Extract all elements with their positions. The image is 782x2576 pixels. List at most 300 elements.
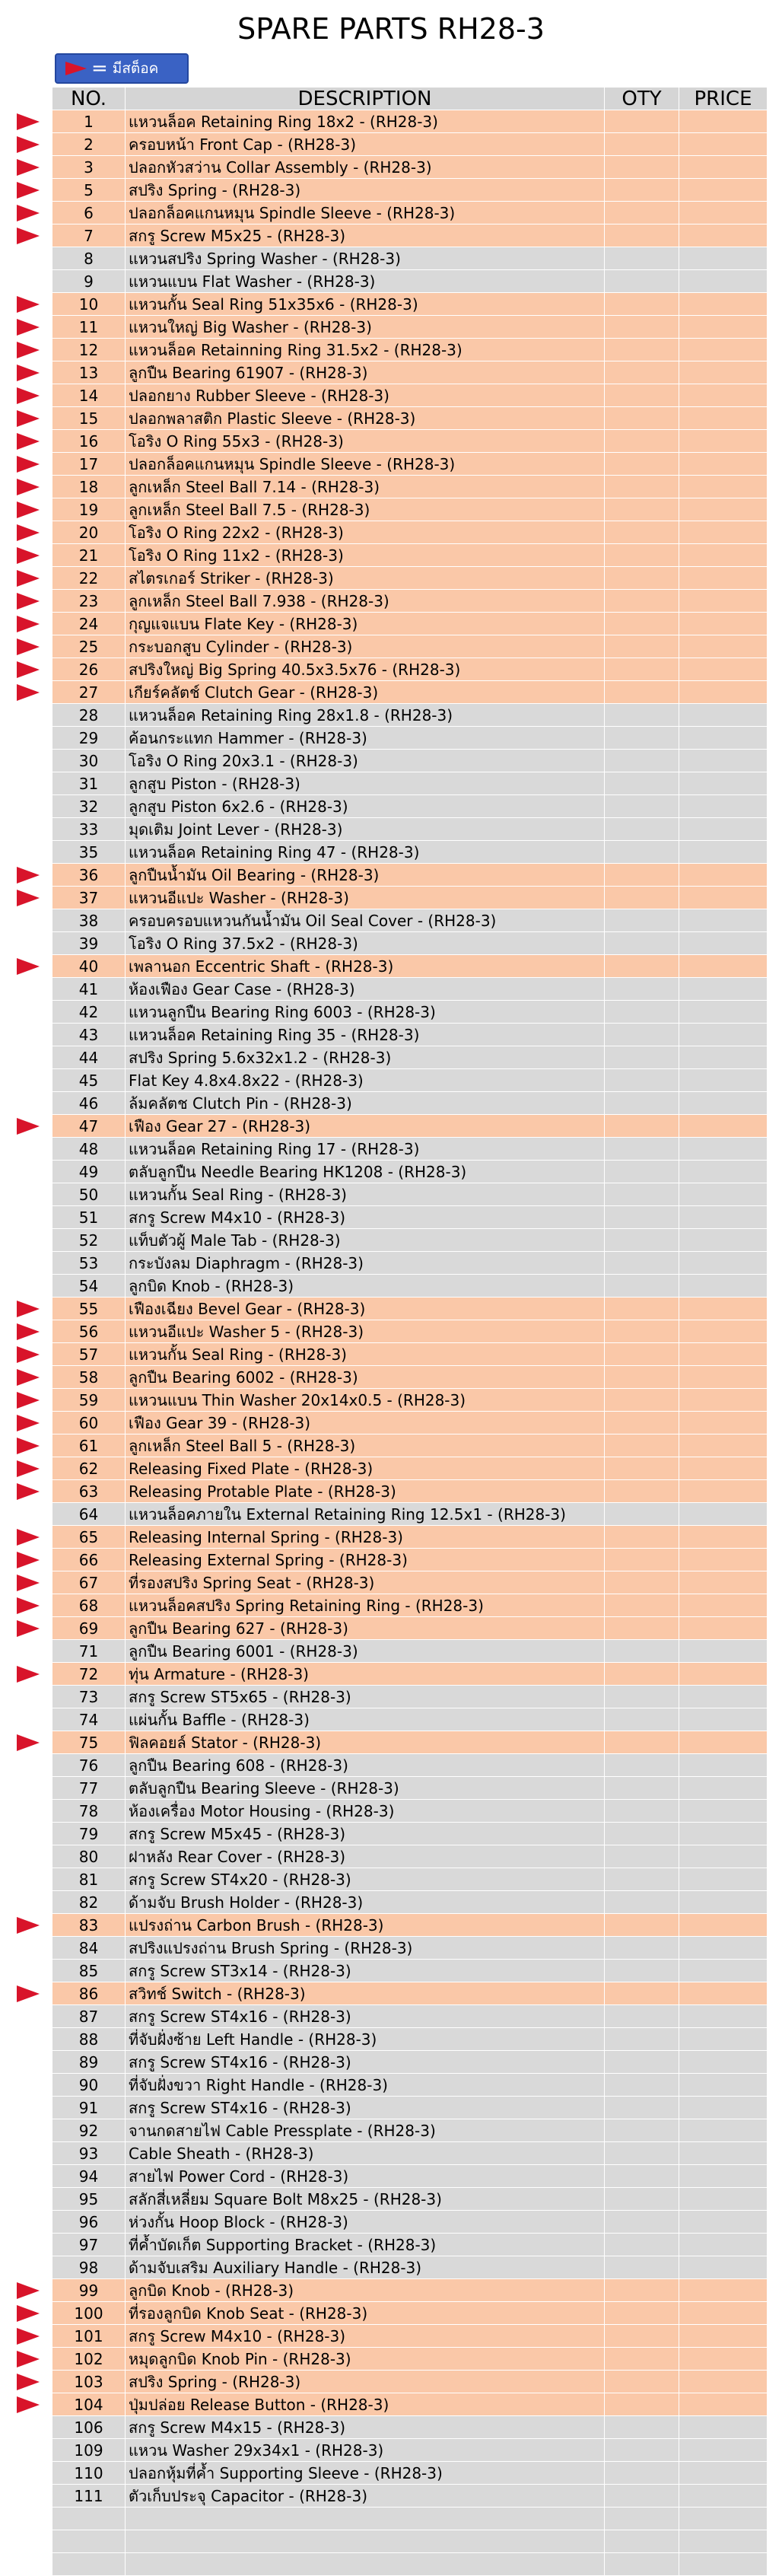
- part-qty: [605, 110, 679, 133]
- part-qty: [605, 2393, 679, 2416]
- part-number: 60: [52, 1412, 126, 1434]
- part-price: [679, 1686, 768, 1708]
- part-qty: [605, 1024, 679, 1046]
- part-description: Releasing Protable Plate - (RH28-3): [126, 1480, 605, 1503]
- part-qty: [605, 2051, 679, 2074]
- part-description: ตลับลูกปืน Needle Bearing HK1208 - (RH28-3): [126, 1161, 605, 1183]
- part-price: [679, 2393, 768, 2416]
- part-qty: [605, 339, 679, 361]
- part-price: [679, 1845, 768, 1868]
- part-number: 86: [52, 1982, 126, 2005]
- table-row: [52, 1206, 768, 1229]
- table-row: [52, 247, 768, 270]
- header-description: DESCRIPTION: [126, 88, 605, 110]
- part-qty: [605, 1320, 679, 1343]
- part-number: 79: [52, 1823, 126, 1845]
- part-price: [679, 1115, 768, 1138]
- part-description: Releasing Fixed Plate - (RH28-3): [126, 1457, 605, 1480]
- part-price: [679, 247, 768, 270]
- part-description: ปลอกล็อคแกนหมุน Spindle Sleeve - (RH28-3): [126, 202, 605, 224]
- table-row: [52, 407, 768, 430]
- part-description: สกรู Screw M4x15 - (RH28-3): [126, 2416, 605, 2439]
- part-description: ลูกปืน Bearing 61907 - (RH28-3): [126, 361, 605, 384]
- table-row: [52, 1503, 768, 1526]
- empty-cell: [679, 2530, 768, 2553]
- in-stock-flag-icon: [17, 1666, 40, 1683]
- empty-cell: [126, 2530, 605, 2553]
- part-price: [679, 681, 768, 704]
- part-description: แหวนลูกปืน Bearing Ring 6003 - (RH28-3): [126, 1001, 605, 1024]
- part-price: [679, 1594, 768, 1617]
- part-qty: [605, 1183, 679, 1206]
- table-row: [52, 2097, 768, 2119]
- part-number: 8: [52, 247, 126, 270]
- part-number: 35: [52, 841, 126, 864]
- part-qty: [605, 1069, 679, 1092]
- table-row: [52, 224, 768, 247]
- part-description: ครอบครอบแหวนกันน้ำมัน Oil Seal Cover - (RH28-3): [126, 909, 605, 932]
- in-stock-flag-icon: [17, 890, 40, 906]
- part-number: 26: [52, 658, 126, 681]
- part-number: 38: [52, 909, 126, 932]
- table-row: [52, 2051, 768, 2074]
- part-price: [679, 955, 768, 978]
- part-number: 29: [52, 727, 126, 750]
- part-number: 18: [52, 476, 126, 498]
- table-row: [52, 1549, 768, 1571]
- part-price: [679, 1960, 768, 1982]
- part-price: [679, 1480, 768, 1503]
- in-stock-flag-icon: [17, 1323, 40, 1340]
- part-description: โอริง O Ring 11x2 - (RH28-3): [126, 544, 605, 567]
- part-number: 15: [52, 407, 126, 430]
- part-qty: [605, 361, 679, 384]
- in-stock-flag-icon: [17, 1438, 40, 1454]
- in-stock-flag-icon: [17, 113, 40, 130]
- part-price: [679, 1549, 768, 1571]
- empty-row: [52, 2553, 768, 2576]
- part-price: [679, 1982, 768, 2005]
- in-stock-flag-icon: [17, 319, 40, 336]
- part-number: 90: [52, 2074, 126, 2097]
- part-qty: [605, 613, 679, 635]
- part-price: [679, 2142, 768, 2165]
- table-row: [52, 1914, 768, 1937]
- part-qty: [605, 544, 679, 567]
- empty-cell: [605, 2530, 679, 2553]
- table-row: [52, 1800, 768, 1823]
- table-row: [52, 772, 768, 795]
- part-price: [679, 1434, 768, 1457]
- part-price: [679, 1754, 768, 1777]
- table-row: [52, 681, 768, 704]
- part-number: 28: [52, 704, 126, 727]
- part-number: 71: [52, 1640, 126, 1663]
- part-price: [679, 864, 768, 887]
- part-qty: [605, 864, 679, 887]
- part-qty: [605, 1412, 679, 1434]
- part-qty: [605, 1982, 679, 2005]
- part-qty: [605, 1777, 679, 1800]
- part-description: ที่รองลูกบิด Knob Seat - (RH28-3): [126, 2302, 605, 2325]
- part-number: 76: [52, 1754, 126, 1777]
- part-description: แหวนกั้น Seal Ring 51x35x6 - (RH28-3): [126, 293, 605, 316]
- header-qty: OTY: [605, 88, 679, 110]
- part-qty: [605, 1161, 679, 1183]
- header-no: NO.: [52, 88, 126, 110]
- table-row: [52, 818, 768, 841]
- part-qty: [605, 590, 679, 613]
- part-description: แหวน Washer 29x34x1 - (RH28-3): [126, 2439, 605, 2462]
- table-row: [52, 1389, 768, 1412]
- part-qty: [605, 2302, 679, 2325]
- part-price: [679, 887, 768, 909]
- part-description: สกรู Screw M5x45 - (RH28-3): [126, 1823, 605, 1845]
- table-row: [52, 498, 768, 521]
- table-row: [52, 1571, 768, 1594]
- part-qty: [605, 704, 679, 727]
- legend-equals: =: [91, 57, 108, 80]
- part-number: 73: [52, 1686, 126, 1708]
- part-number: 9: [52, 270, 126, 293]
- part-number: 96: [52, 2211, 126, 2234]
- part-number: 37: [52, 887, 126, 909]
- in-stock-flag-icon: [17, 387, 40, 404]
- part-number: 36: [52, 864, 126, 887]
- part-price: [679, 1389, 768, 1412]
- part-price: [679, 1183, 768, 1206]
- part-qty: [605, 727, 679, 750]
- part-price: [679, 635, 768, 658]
- table-row: [52, 1001, 768, 1024]
- in-stock-flag-icon: [17, 2305, 40, 2322]
- table-row: [52, 110, 768, 133]
- part-description: ที่จับฝั่งซ้าย Left Handle - (RH28-3): [126, 2028, 605, 2051]
- part-qty: [605, 1914, 679, 1937]
- part-description: แหวนสปริง Spring Washer - (RH28-3): [126, 247, 605, 270]
- part-description: ปุ่มปล่อย Release Button - (RH28-3): [126, 2393, 605, 2416]
- part-description: แท็บตัวผู้ Male Tab - (RH28-3): [126, 1229, 605, 1252]
- part-number: 25: [52, 635, 126, 658]
- part-number: 68: [52, 1594, 126, 1617]
- part-number: 64: [52, 1503, 126, 1526]
- table-row: [52, 2005, 768, 2028]
- empty-row: [52, 2508, 768, 2530]
- table-row: [52, 2302, 768, 2325]
- in-stock-flag-icon: [17, 2351, 40, 2367]
- part-price: [679, 2165, 768, 2188]
- part-number: 72: [52, 1663, 126, 1686]
- part-price: [679, 1526, 768, 1549]
- part-description: ปลอกหุ้มที่ค้ำ Supporting Sleeve - (RH28-3): [126, 2462, 605, 2485]
- part-qty: [605, 2279, 679, 2302]
- part-number: 6: [52, 202, 126, 224]
- part-price: [679, 750, 768, 772]
- part-price: [679, 1229, 768, 1252]
- part-price: [679, 179, 768, 202]
- table-row: [52, 1594, 768, 1617]
- table-row: [52, 1686, 768, 1708]
- in-stock-flag-icon: [17, 958, 40, 975]
- part-price: [679, 2097, 768, 2119]
- part-number: 56: [52, 1320, 126, 1343]
- part-price: [679, 224, 768, 247]
- in-stock-flag-icon: [17, 524, 40, 541]
- part-qty: [605, 1845, 679, 1868]
- part-price: [679, 590, 768, 613]
- part-number: 14: [52, 384, 126, 407]
- part-qty: [605, 1252, 679, 1275]
- part-qty: [605, 1571, 679, 1594]
- part-description: แหวนกั้น Seal Ring - (RH28-3): [126, 1343, 605, 1366]
- table-row: [52, 887, 768, 909]
- part-number: 1: [52, 110, 126, 133]
- part-number: 55: [52, 1298, 126, 1320]
- part-qty: [605, 270, 679, 293]
- part-number: 43: [52, 1024, 126, 1046]
- part-price: [679, 430, 768, 453]
- part-description: สกรู Screw ST4x16 - (RH28-3): [126, 2051, 605, 2074]
- part-qty: [605, 2256, 679, 2279]
- part-qty: [605, 1731, 679, 1754]
- part-price: [679, 1412, 768, 1434]
- part-price: [679, 1001, 768, 1024]
- part-price: [679, 2028, 768, 2051]
- part-price: [679, 498, 768, 521]
- table-row: [52, 2074, 768, 2097]
- part-description: ตัวเก็บประจุ Capacitor - (RH28-3): [126, 2485, 605, 2508]
- part-qty: [605, 1046, 679, 1069]
- part-price: [679, 1366, 768, 1389]
- part-price: [679, 1024, 768, 1046]
- table-row: [52, 2234, 768, 2256]
- part-description: ลูกปืน Bearing 608 - (RH28-3): [126, 1754, 605, 1777]
- part-description: แหวนล็อค Retaining Ring 28x1.8 - (RH28-3): [126, 704, 605, 727]
- part-qty: [605, 384, 679, 407]
- part-qty: [605, 635, 679, 658]
- part-description: สลักสี่เหลี่ยม Square Bolt M8x25 - (RH28-3): [126, 2188, 605, 2211]
- in-stock-flag-icon: [17, 570, 40, 587]
- part-description: แหวนอีแปะ Washer 5 - (RH28-3): [126, 1320, 605, 1343]
- part-price: [679, 613, 768, 635]
- part-number: 104: [52, 2393, 126, 2416]
- part-price: [679, 521, 768, 544]
- part-description: แหวนอีแปะ Washer - (RH28-3): [126, 887, 605, 909]
- table-row: [52, 1343, 768, 1366]
- table-row: [52, 2348, 768, 2371]
- part-number: 106: [52, 2416, 126, 2439]
- table-row: [52, 293, 768, 316]
- empty-cell: [679, 2553, 768, 2576]
- in-stock-flag-icon: [17, 1597, 40, 1614]
- part-number: 103: [52, 2371, 126, 2393]
- in-stock-flag-icon: [17, 1483, 40, 1500]
- part-price: [679, 1731, 768, 1754]
- part-description: สกรู Screw M4x10 - (RH28-3): [126, 1206, 605, 1229]
- table-row: [52, 978, 768, 1001]
- in-stock-flag-icon: [17, 1552, 40, 1568]
- table-row: [52, 1183, 768, 1206]
- table-row: [52, 1298, 768, 1320]
- part-description: ลูกปืน Bearing 627 - (RH28-3): [126, 1617, 605, 1640]
- table-row: [52, 1754, 768, 1777]
- part-price: [679, 1914, 768, 1937]
- part-qty: [605, 567, 679, 590]
- part-price: [679, 1320, 768, 1343]
- part-number: 16: [52, 430, 126, 453]
- table-row: [52, 2188, 768, 2211]
- part-price: [679, 1823, 768, 1845]
- in-stock-flag-icon: [17, 547, 40, 564]
- table-row: [52, 795, 768, 818]
- table-row: [52, 864, 768, 887]
- part-number: 27: [52, 681, 126, 704]
- part-number: 61: [52, 1434, 126, 1457]
- part-qty: [605, 1275, 679, 1298]
- part-qty: [605, 1343, 679, 1366]
- table-row: [52, 1663, 768, 1686]
- part-description: Releasing External Spring - (RH28-3): [126, 1549, 605, 1571]
- part-description: สกรู Screw M5x25 - (RH28-3): [126, 224, 605, 247]
- part-description: Releasing Internal Spring - (RH28-3): [126, 1526, 605, 1549]
- in-stock-flag-icon: [17, 1415, 40, 1431]
- table-row: [52, 1092, 768, 1115]
- part-qty: [605, 1298, 679, 1320]
- in-stock-flag-icon: [17, 1346, 40, 1363]
- part-price: [679, 1092, 768, 1115]
- part-number: 53: [52, 1252, 126, 1275]
- part-description: ด้ามจับเสริม Auxiliary Handle - (RH28-3): [126, 2256, 605, 2279]
- part-qty: [605, 932, 679, 955]
- table-row: [52, 270, 768, 293]
- part-price: [679, 110, 768, 133]
- table-row: [52, 453, 768, 476]
- table-row: [52, 1252, 768, 1275]
- in-stock-flag-icon: [17, 136, 40, 153]
- in-stock-flag-icon: [17, 228, 40, 244]
- table-row: [52, 384, 768, 407]
- table-row: [52, 1457, 768, 1480]
- part-description: ลูกบิด Knob - (RH28-3): [126, 1275, 605, 1298]
- part-description: ลูกปืนน้ำมัน Oil Bearing - (RH28-3): [126, 864, 605, 887]
- part-description: โอริง O Ring 37.5x2 - (RH28-3): [126, 932, 605, 955]
- table-row: [52, 567, 768, 590]
- in-stock-flag-icon: [17, 2396, 40, 2413]
- table-row: [52, 658, 768, 681]
- part-price: [679, 567, 768, 590]
- table-row: [52, 1937, 768, 1960]
- table-row: [52, 1046, 768, 1069]
- table-row: [52, 1161, 768, 1183]
- part-qty: [605, 453, 679, 476]
- part-qty: [605, 1389, 679, 1412]
- part-description: ลูกปืน Bearing 6002 - (RH28-3): [126, 1366, 605, 1389]
- part-qty: [605, 1503, 679, 1526]
- in-stock-flag-icon: [17, 1460, 40, 1477]
- part-price: [679, 156, 768, 179]
- part-description: สายไฟ Power Cord - (RH28-3): [126, 2165, 605, 2188]
- part-number: 89: [52, 2051, 126, 2074]
- part-number: 5: [52, 179, 126, 202]
- table-row: [52, 1275, 768, 1298]
- part-description: แหวนล็อค Retaining Ring 47 - (RH28-3): [126, 841, 605, 864]
- table-row: [52, 1115, 768, 1138]
- part-number: 63: [52, 1480, 126, 1503]
- part-price: [679, 704, 768, 727]
- empty-cell: [52, 2553, 126, 2576]
- in-stock-flag-icon: [17, 159, 40, 176]
- part-number: 13: [52, 361, 126, 384]
- part-qty: [605, 1206, 679, 1229]
- part-qty: [605, 1229, 679, 1252]
- part-description: ลูกเหล็ก Steel Ball 5 - (RH28-3): [126, 1434, 605, 1457]
- part-number: 93: [52, 2142, 126, 2165]
- part-price: [679, 453, 768, 476]
- part-qty: [605, 179, 679, 202]
- part-number: 98: [52, 2256, 126, 2279]
- table-row: [52, 727, 768, 750]
- table-row: [52, 1617, 768, 1640]
- part-qty: [605, 2028, 679, 2051]
- part-price: [679, 293, 768, 316]
- part-price: [679, 1138, 768, 1161]
- part-qty: [605, 1868, 679, 1891]
- part-description: สปริง Spring 5.6x32x1.2 - (RH28-3): [126, 1046, 605, 1069]
- part-price: [679, 1663, 768, 1686]
- part-qty: [605, 658, 679, 681]
- part-description: ทุ่น Armature - (RH28-3): [126, 1663, 605, 1686]
- part-number: 95: [52, 2188, 126, 2211]
- in-stock-flag-icon: [17, 2328, 40, 2345]
- empty-cell: [126, 2553, 605, 2576]
- empty-cell: [52, 2508, 126, 2530]
- part-price: [679, 2234, 768, 2256]
- part-qty: [605, 818, 679, 841]
- table-row: [52, 2142, 768, 2165]
- table-row: [52, 1138, 768, 1161]
- part-description: สปริง Spring - (RH28-3): [126, 179, 605, 202]
- table-row: [52, 133, 768, 156]
- part-description: ครอบหน้า Front Cap - (RH28-3): [126, 133, 605, 156]
- part-number: 11: [52, 316, 126, 339]
- part-description: เฟือง Gear 39 - (RH28-3): [126, 1412, 605, 1434]
- part-qty: [605, 293, 679, 316]
- part-qty: [605, 1366, 679, 1389]
- part-price: [679, 818, 768, 841]
- part-price: [679, 407, 768, 430]
- part-description: ห้องเฟือง Gear Case - (RH28-3): [126, 978, 605, 1001]
- part-price: [679, 2256, 768, 2279]
- table-row: [52, 544, 768, 567]
- table-row: [52, 932, 768, 955]
- part-description: สปริงแปรงถ่าน Brush Spring - (RH28-3): [126, 1937, 605, 1960]
- part-qty: [605, 1457, 679, 1480]
- in-stock-flag-icon: [17, 342, 40, 358]
- table-row: [52, 1708, 768, 1731]
- part-number: 58: [52, 1366, 126, 1389]
- table-row: [52, 1229, 768, 1252]
- part-price: [679, 2439, 768, 2462]
- part-qty: [605, 1708, 679, 1731]
- part-qty: [605, 2325, 679, 2348]
- part-qty: [605, 247, 679, 270]
- part-qty: [605, 2188, 679, 2211]
- part-description: หมุดลูกบิด Knob Pin - (RH28-3): [126, 2348, 605, 2371]
- in-stock-flag-icon: [17, 638, 40, 655]
- part-qty: [605, 1138, 679, 1161]
- part-price: [679, 476, 768, 498]
- part-qty: [605, 887, 679, 909]
